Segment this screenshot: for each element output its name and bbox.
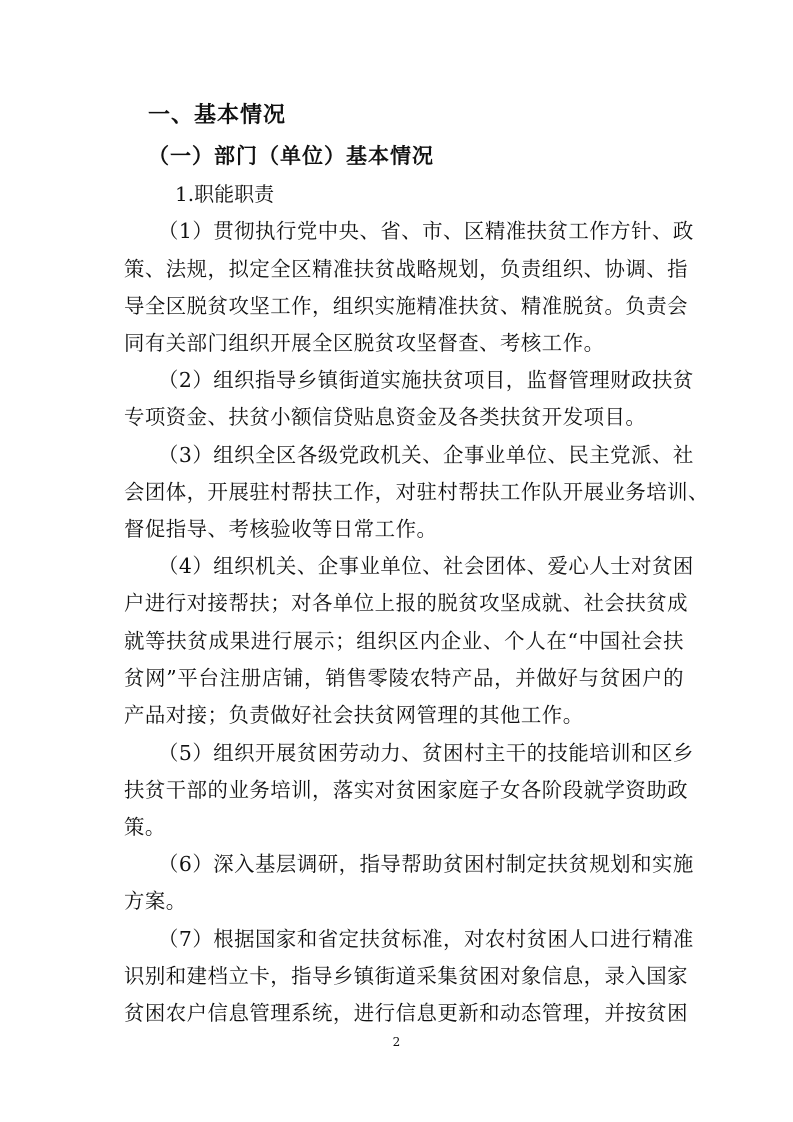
paragraph-line: 贫网”平台注册店铺，销售零陵农特产品，并做好与贫困户的 xyxy=(124,666,684,690)
paragraph-line: 户进行对接帮扶；对各单位上报的脱贫攻坚成就、社会扶贫成 xyxy=(124,591,689,615)
paragraph-line: 策、法规，拟定全区精准扶贫战略规划，负责组织、协调、指 xyxy=(124,257,689,281)
paragraph-line: 策。 xyxy=(124,815,166,839)
paragraph-line: （4）组织机关、企事业单位、社会团体、爱心人士对贫困 xyxy=(158,554,694,578)
paragraph-line: 方案。 xyxy=(124,889,187,913)
paragraph-line: 贫困农户信息管理系统，进行信息更新和动态管理，并按贫困 xyxy=(124,1001,689,1025)
paragraph-line: （7）根据国家和省定扶贫标准，对农村贫困人口进行精准 xyxy=(158,927,694,951)
paragraph-line: （1）贯彻执行党中央、省、市、区精准扶贫工作方针、政 xyxy=(158,219,694,243)
paragraph-line: 产品对接；负责做好社会扶贫网管理的其他工作。 xyxy=(124,703,584,727)
paragraph-line: （6）深入基层调研，指导帮助贫困村制定扶贫规划和实施 xyxy=(158,852,694,876)
paragraph-line: 专项资金、扶贫小额信贷贴息资金及各类扶贫开发项目。 xyxy=(124,405,647,429)
paragraph-line: 会团体，开展驻村帮扶工作，对驻村帮扶工作队开展业务培训、 xyxy=(124,480,709,504)
paragraph-line: 导全区脱贫攻坚工作，组织实施精准扶贫、精准脱贫。负责会 xyxy=(124,294,689,318)
paragraph-line: 识别和建档立卡，指导乡镇街道采集贫困对象信息，录入国家 xyxy=(124,964,689,988)
subsection-heading: （一）部门（单位）基本情况 xyxy=(148,144,434,168)
paragraph-line: 同有关部门组织开展全区脱贫攻坚督查、考核工作。 xyxy=(124,331,605,355)
paragraph-line: 督促指导、考核验收等日常工作。 xyxy=(124,517,438,541)
item-heading: 1.职能职责 xyxy=(175,182,275,206)
paragraph-line: （2）组织指导乡镇街道实施扶贫项目，监督管理财政扶贫 xyxy=(158,368,694,392)
section-heading: 一、基本情况 xyxy=(148,103,287,128)
paragraph-line: （5）组织开展贫困劳动力、贫困村主干的技能培训和区乡 xyxy=(158,741,694,765)
page-number: 2 xyxy=(392,1035,401,1049)
paragraph-line: 就等扶贫成果进行展示；组织区内企业、个人在“中国社会扶 xyxy=(124,629,684,653)
paragraph-line: 扶贫干部的业务培训，落实对贫困家庭子女各阶段就学资助政 xyxy=(124,778,689,802)
paragraph-line: （3）组织全区各级党政机关、企事业单位、民主党派、社 xyxy=(158,443,694,467)
